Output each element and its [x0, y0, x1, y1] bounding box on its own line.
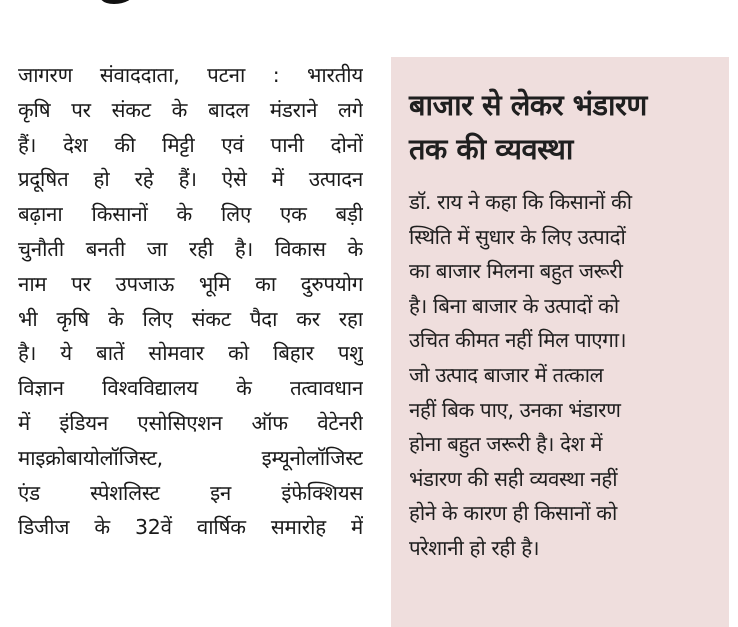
article-line: चुनौती बनती जा रही है। विकास के — [18, 236, 363, 261]
article-body — [18, 58, 363, 627]
article-line: कृषि पर संकट के बादल मंडराने लगे — [18, 97, 363, 122]
article-line: डिजीज के 32वें वार्षिक समारोह में — [18, 515, 363, 540]
sidebar-body — [409, 185, 725, 566]
sidebar-line: होना बहुत जरूरी है। देश में — [409, 432, 603, 457]
article-line: नाम पर उपजाऊ भूमि का दुरुपयोग — [18, 271, 363, 296]
sidebar-heading — [409, 83, 721, 171]
article-line: माइक्रोबायोलॉजिस्ट, इम्यूनोलॉजिस्ट — [18, 445, 363, 470]
article-line: है। ये बातें सोमवार को बिहार पशु — [18, 341, 363, 366]
article-line: भी कृषि के लिए संकट पैदा कर रहा — [18, 306, 363, 331]
article-line: बढ़ाना किसानों के लिए एक बड़ी — [18, 202, 363, 227]
article-line: में इंडियन एसोसिएशन ऑफ वेटेनरी — [18, 410, 363, 435]
sidebar-heading-line: तक की व्यवस्था — [409, 132, 573, 166]
sidebar-line: का बाजार मिलना बहुत जरूरी — [409, 259, 623, 284]
sidebar-line: डॉ. राय ने कहा कि किसानों की — [409, 190, 632, 214]
sidebar-line: नहीं बिक पाए, उनका भंडारण — [409, 397, 621, 422]
sidebar-line: होने के कारण ही किसानों को — [409, 501, 617, 526]
cropped-headline-glyph — [92, 0, 144, 10]
sidebar-heading-line: बाजार से लेकर भंडारण — [409, 88, 647, 122]
article-line: एंड स्पेशलिस्ट इन इंफेक्शियस — [18, 480, 363, 505]
sidebar-line: है। बिना बाजार के उत्पादों को — [409, 293, 619, 318]
sidebar-box — [391, 57, 729, 627]
article-line: जागरण संवाददाता, पटना : भारतीय — [18, 63, 363, 87]
sidebar-line: जो उत्पाद बाजार में तत्काल — [409, 362, 604, 387]
sidebar-line: परेशानी हो रही है। — [409, 535, 540, 560]
article-line: हैं। देश की मिट्टी एवं पानी दोनों — [18, 132, 363, 157]
sidebar-line: स्थिति में सुधार के लिए उत्पादों — [409, 224, 626, 249]
sidebar-line: उचित कीमत नहीं मिल पाएगा। — [409, 328, 627, 353]
sidebar-line: भंडारण की सही व्यवस्था नहीं — [409, 466, 618, 491]
article-line: विज्ञान विश्वविद्यालय के तत्वावधान — [18, 376, 363, 401]
article-line: प्रदूषित हो रहे हैं। ऐसे में उत्पादन — [18, 167, 363, 192]
